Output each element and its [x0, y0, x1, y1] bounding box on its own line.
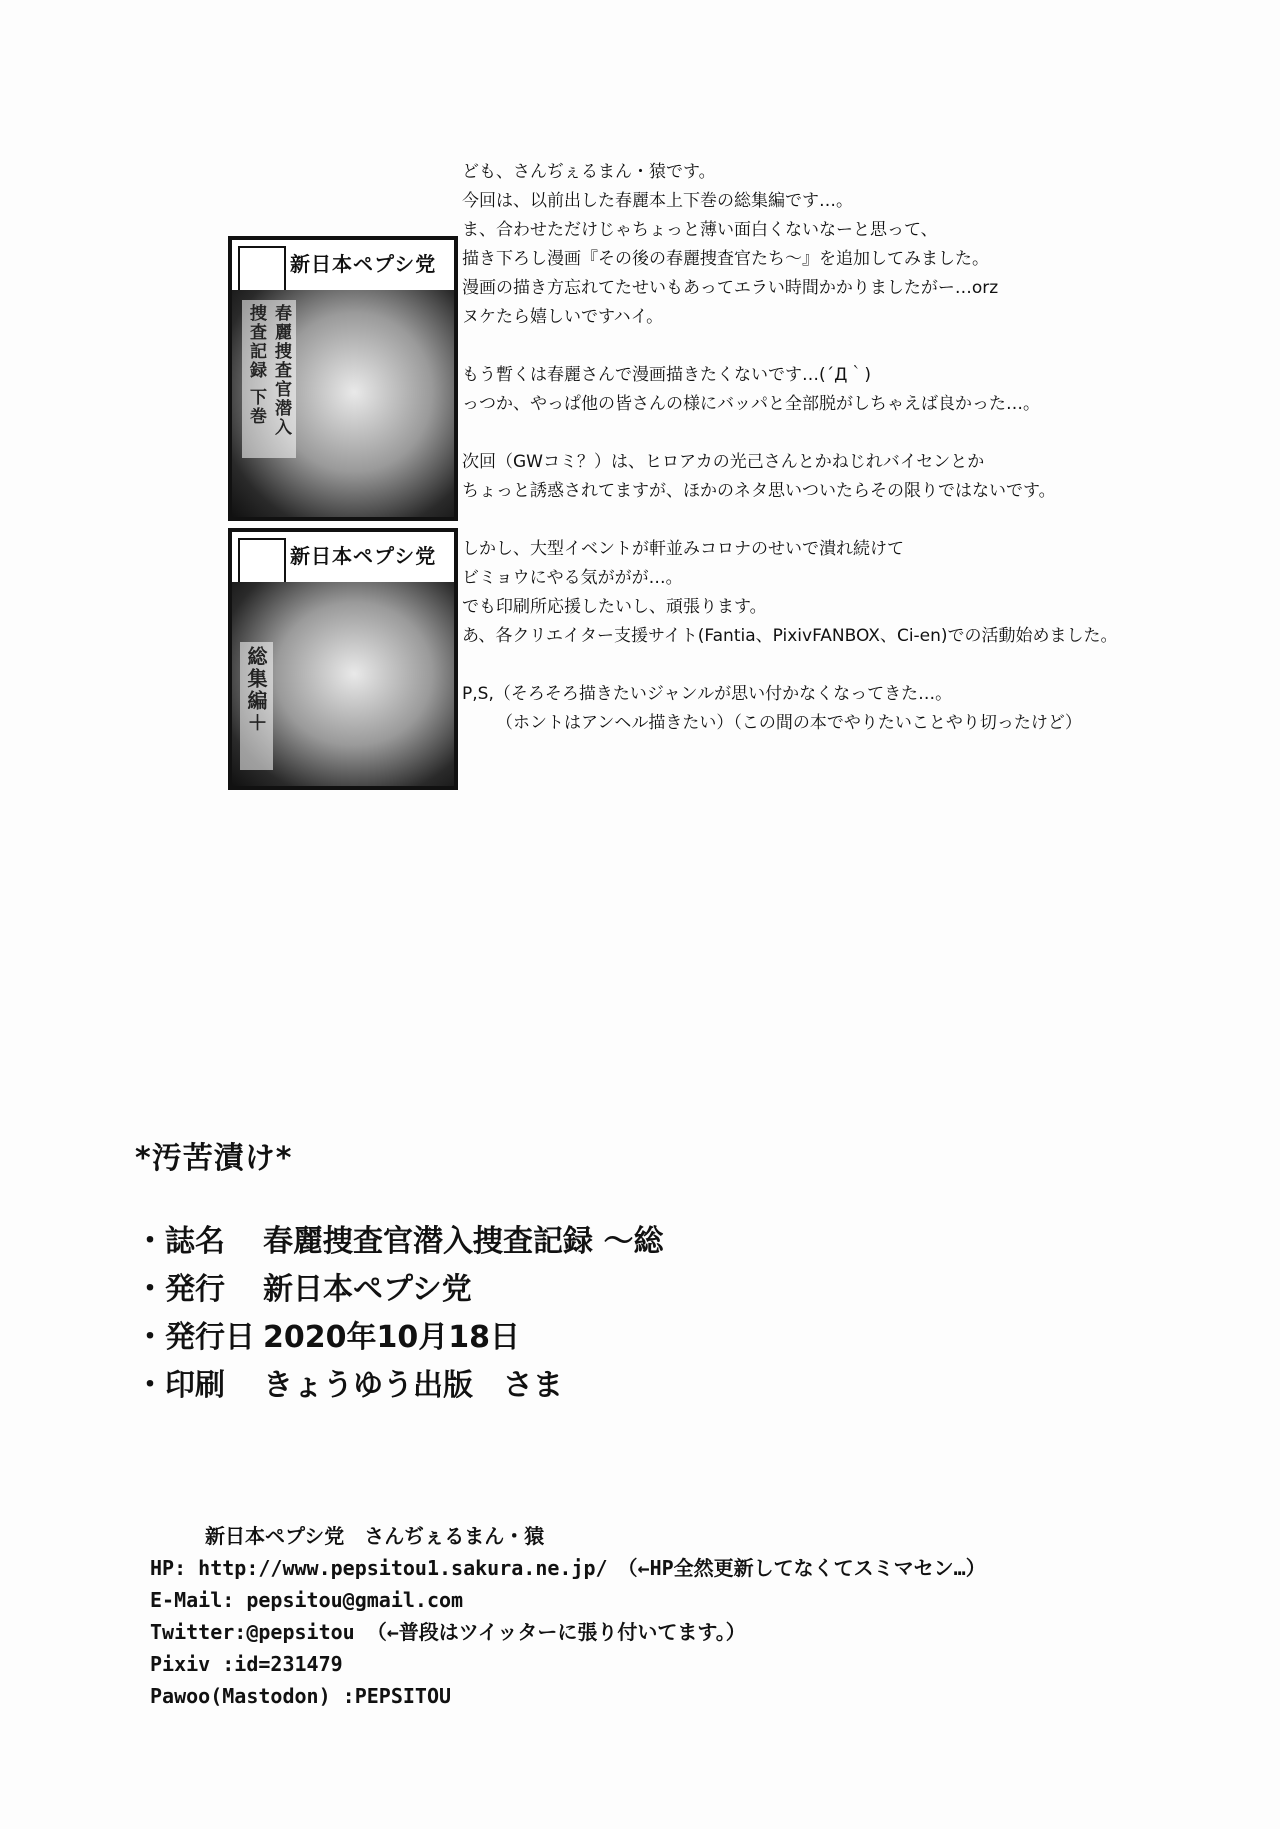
colophon-value: 春麗捜査官潜入捜査記録 ～総: [263, 1224, 664, 1259]
cover-circle-name: 新日本ペプシ党: [290, 252, 437, 276]
cover-title: 春麗捜査官潜入捜査記録 下巻: [242, 300, 296, 458]
contact-info: [150, 1520, 986, 1712]
message-paragraph: [462, 361, 1222, 419]
cover-title: 総集編＋: [240, 642, 273, 770]
message-line: ちょっと誘惑されてますが、ほかのネタ思いついたらその限りではないです。: [462, 481, 1056, 501]
cover-thumbnail-volume-2: [228, 236, 458, 521]
colophon-label: ・誌名: [135, 1224, 225, 1259]
afterword-message: [462, 158, 1222, 767]
colophon-label: ・印刷: [135, 1368, 225, 1403]
author-credit: 新日本ペプシ党 さんぢぇるまん・猿: [205, 1524, 545, 1548]
message-line: ども、さんぢぇるまん・猿です。: [462, 162, 716, 182]
message-line: （ホントはアンヘル描きたい）（この間の本でやりたいことやり切ったけど）: [496, 713, 1082, 733]
message-line: ヌケたら嬉しいですハイ。: [462, 307, 664, 327]
message-line: っつか、やっぱ他の皆さんの様にバッパと全部脱がしちゃえば良かった…。: [462, 394, 1040, 414]
message-paragraph: [462, 158, 1222, 332]
message-line: 今回は、以前出した春麗本上下巻の総集編です…。: [462, 191, 853, 211]
pawoo-line: Pawoo(Mastodon) :PEPSITOU: [150, 1684, 452, 1708]
colophon-row-printer: [135, 1362, 663, 1410]
twitter-line: Twitter:@pepsitou （←普段はツイッターに張り付いてます。）: [150, 1620, 746, 1644]
homepage-line: HP: http://www.pepsitou1.sakura.ne.jp/ （←HP全然更新してなくてスミマセン…）: [150, 1556, 986, 1580]
colophon-value: 2020年10月18日: [263, 1320, 520, 1355]
colophon-label: ・発行日: [135, 1320, 255, 1355]
message-paragraph: [462, 680, 1222, 738]
pixiv-line: Pixiv :id=231479: [150, 1652, 343, 1676]
message-line: しかし、大型イベントが軒並みコロナのせいで潰れ続けて: [462, 539, 904, 559]
message-paragraph: [462, 535, 1222, 651]
message-line: ま、合わせただけじゃちょっと薄い面白くないなーと思って、: [462, 220, 938, 240]
colophon-label: ・発行: [135, 1272, 225, 1307]
message-line: でも印刷所応援したいし、頑張ります。: [462, 597, 767, 617]
message-line: P,S,（そろそろ描きたいジャンルが思い付かなくなってきた…。: [462, 684, 953, 704]
email-line: E-Mail: pepsitou@gmail.com: [150, 1588, 464, 1612]
circle-logo-box: [238, 246, 286, 294]
message-line: 描き下ろし漫画『その後の春麗捜査官たち～』を追加してみました。: [462, 249, 989, 269]
message-line: ビミョウにやる気ががが…。: [462, 568, 683, 588]
cover-circle-name: 新日本ペプシ党: [290, 544, 437, 568]
message-paragraph: [462, 448, 1222, 506]
message-line: 次回（GWコミ？）は、ヒロアカの光己さんとかねじれバイセンとか: [462, 452, 985, 472]
colophon-row-date: [135, 1314, 663, 1362]
colophon-heading: *汚苦漬け*: [135, 1141, 293, 1176]
message-line: 漫画の描き方忘れてたせいもあってエラい時間かかりましたがー…orz: [462, 278, 999, 298]
colophon-value: 新日本ペプシ党: [263, 1272, 472, 1307]
colophon-value: きょうゆう出版 さま: [263, 1368, 563, 1403]
circle-logo-box: [238, 538, 286, 586]
message-line: あ、各クリエイター支援サイト(Fantia、PixivFANBOX、Ci-en)での活動始めました。: [462, 626, 1118, 646]
colophon-row-publisher: [135, 1266, 663, 1314]
colophon-row-title: [135, 1218, 663, 1266]
colophon: [135, 1218, 663, 1410]
cover-thumbnail-omnibus: [228, 528, 458, 790]
message-line: もう暫くは春麗さんで漫画描きたくないです…(´Д｀): [462, 365, 872, 385]
